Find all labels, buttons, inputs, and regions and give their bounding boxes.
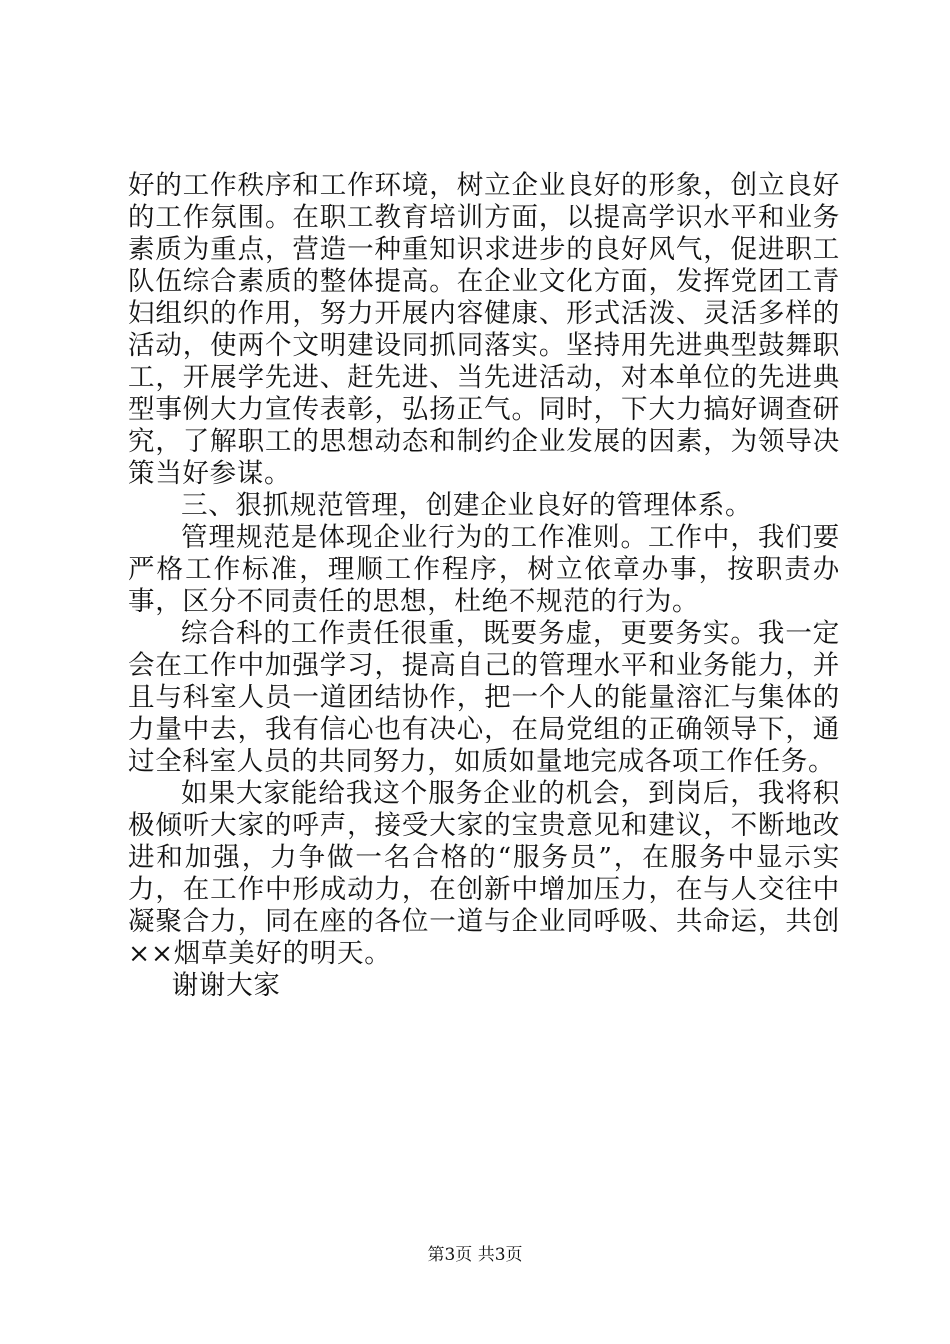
paragraph-commitment: 如果大家能给我这个服务企业的机会，到岗后，我将积极倾听大家的呼声，接受大家的宝贵意见和建议，不断地改进和加强，力争做一名合格的“服务员”，在服务中显示实力，在工作中形成动力，在创新中增加压力，在与人交往中凝聚合力，同在座的各位一道与企业同呼吸、共命运，共创××烟草美好的明天。	[128, 778, 840, 969]
paragraph-general-office-duties: 综合科的工作责任很重，既要务虚，更要务实。我一定会在工作中加强学习，提高自己的管理水平和业务能力，并且与科室人员一道团结协作，把一个人的能量溶汇与集体的力量中去，我有信心也有决心，在局党组的正确领导下，通过全科室人员的共同努力，如质如量地完成各项工作任务。	[128, 618, 840, 777]
section-heading-3: 三、狠抓规范管理，创建企业良好的管理体系。	[181, 490, 753, 521]
closing-thanks: 谢谢大家	[171, 970, 281, 1001]
paragraph-management-standards: 管理规范是体现企业行为的工作准则。工作中，我们要严格工作标准，理顺工作程序，树立依章办事，按职责办事，区分不同责任的思想，杜绝不规范的行为。	[128, 522, 840, 617]
document-body	[128, 170, 840, 1002]
paragraph-continued: 好的工作秩序和工作环境，树立企业良好的形象，创立良好的工作氛围。在职工教育培训方面，以提高学识水平和业务素质为重点，营造一种重知识求进步的良好风气，促进职工队伍综合素质的整体提高。在企业文化方面，发挥党团工青妇组织的作用，努力开展内容健康、形式活泼、灵活多样的活动，使两个文明建设同抓同落实。坚持用先进典型鼓舞职工，开展学先进、赶先进、当先进活动，对本单位的先进典型事例大力宣传表彰，弘扬正气。同时，下大力搞好调查研究，了解职工的思想动态和制约企业发展的因素，为领导决策当好参谋。	[128, 170, 840, 489]
page-number-footer: 第3页 共3页	[427, 1245, 523, 1265]
